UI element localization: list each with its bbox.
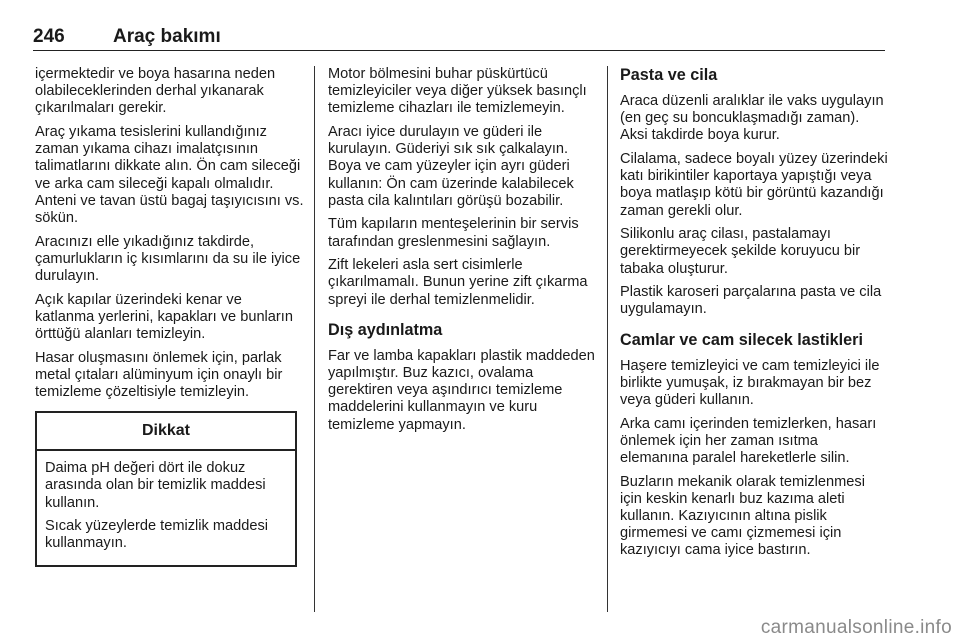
column-2 (328, 66, 598, 440)
paragraph: Silikonlu araç cilası, pastalamayı gerektirmeyecek şekilde koruyucu bir tabaka oluşturur. (620, 226, 861, 277)
paragraph: Araca düzenli aralıklar ile vaks uygulayın (en geç su boncuklaşmadığı zaman). Aksi takdirde boya kurur. (620, 93, 884, 144)
paragraph: Haşere temizleyici ve cam temizleyici ile birlikte yumuşak, iz bırakmayan bir bez veya güderi kullanın. (620, 357, 880, 409)
paragraph: Aracınızı elle yıkadığınız takdirde, çamurlukların iç kısımlarını da su ile iyice durulayın. (35, 233, 301, 285)
section-heading: Camlar ve cam silecek lastikleri (620, 330, 863, 349)
column-1 (35, 66, 305, 567)
chapter-title: Araç bakımı (113, 26, 221, 47)
paragraph: Plastik karoseri parçalarına pasta ve cila uygulamayın. (620, 284, 882, 318)
column-divider (314, 66, 315, 612)
paragraph: Motor bölmesini buhar püskürtücü temizleyiciler veya diğer yüksek basınçlı temizleme cihazları ile temizlemeyin. (328, 66, 587, 117)
watermark-text: carmanualsonline.info (760, 617, 952, 638)
column-divider (607, 66, 608, 612)
warning-box (35, 411, 297, 567)
column-3 (620, 66, 890, 566)
paragraph: Araç yıkama tesislerini kullandığınız zaman yıkama cihazı imalatçısının talimatlarını dikkate alın. Ön cam sileceği ve arka cam sileceği kapalı olmalıdır. Anteni ve tavan üstü bagaj taşıyıcısını vs. sökün. (35, 124, 304, 227)
paragraph: Far ve lamba kapakları plastik maddeden yapılmıştır. Buz kazıcı, ovalama gerektiren veya aşındırıcı temizleme maddelerini kullanmayın ve kuru temizleme yapmayın. (328, 347, 595, 433)
warning-paragraph: Daima pH değeri dört ile dokuz arasında olan bir temizlik maddesi kullanın. (45, 460, 266, 511)
paragraph: Cilalama, sadece boyalı yüzey üzerindeki katı birikintiler kaportaya yapıştığı veya boya matlaşıp kötü bir görüntü kazandığı zaman gerekli olur. (620, 151, 888, 219)
paragraph: Zift lekeleri asla sert cisimlerle çıkarılmamalı. Bunun yerine zift çıkarma spreyi ile derhal temizlenmelidir. (328, 257, 588, 308)
warning-body (37, 451, 295, 565)
page-header (33, 26, 885, 51)
paragraph: Hasar oluşmasını önlemek için, parlak metal çıtaları alüminyum için onaylı bir temizleme çözeltisiyle temizleyin. (35, 349, 283, 401)
section-heading: Dış aydınlatma (328, 320, 443, 339)
paragraph: Buzların mekanik olarak temizlenmesi için keskin kenarlı buz kazıma aleti kullanın. Kazıyıcının altına pislik girmemesi ve camı çizmemesi için kazıyıcıyı cama iyice bastırın. (620, 473, 865, 559)
page-number: 246 (33, 26, 65, 47)
paragraph: Aracı iyice durulayın ve güderi ile kurulayın. Güderiyi sık sık çalkalayın. Boya ve cam yüzeyler için ayrı güderi kullanın: Ön cam üzerinde kalabilecek pasta cila kalıntıları görüşü bozabilir. (328, 124, 574, 209)
paragraph: içermektedir ve boya hasarına neden olabileceklerinden derhal yıkanarak çıkarılmaları gerekir. (35, 66, 276, 117)
warning-title: Dikkat (37, 413, 295, 451)
section-heading: Pasta ve cila (620, 66, 718, 84)
paragraph: Tüm kapıların menteşelerinin bir servis tarafından greslenmesini sağlayın. (328, 216, 579, 250)
warning-paragraph: Sıcak yüzeylerde temizlik maddesi kullanmayın. (45, 518, 269, 552)
paragraph: Arka camı içerinden temizlerken, hasarı önlemek için her zaman ısıtma elemanına paralel hareketlerle silin. (620, 415, 877, 467)
paragraph: Açık kapılar üzerindeki kenar ve katlanma yerlerini, kapakları ve bunların örttüğü alanları temizleyin. (35, 291, 293, 343)
